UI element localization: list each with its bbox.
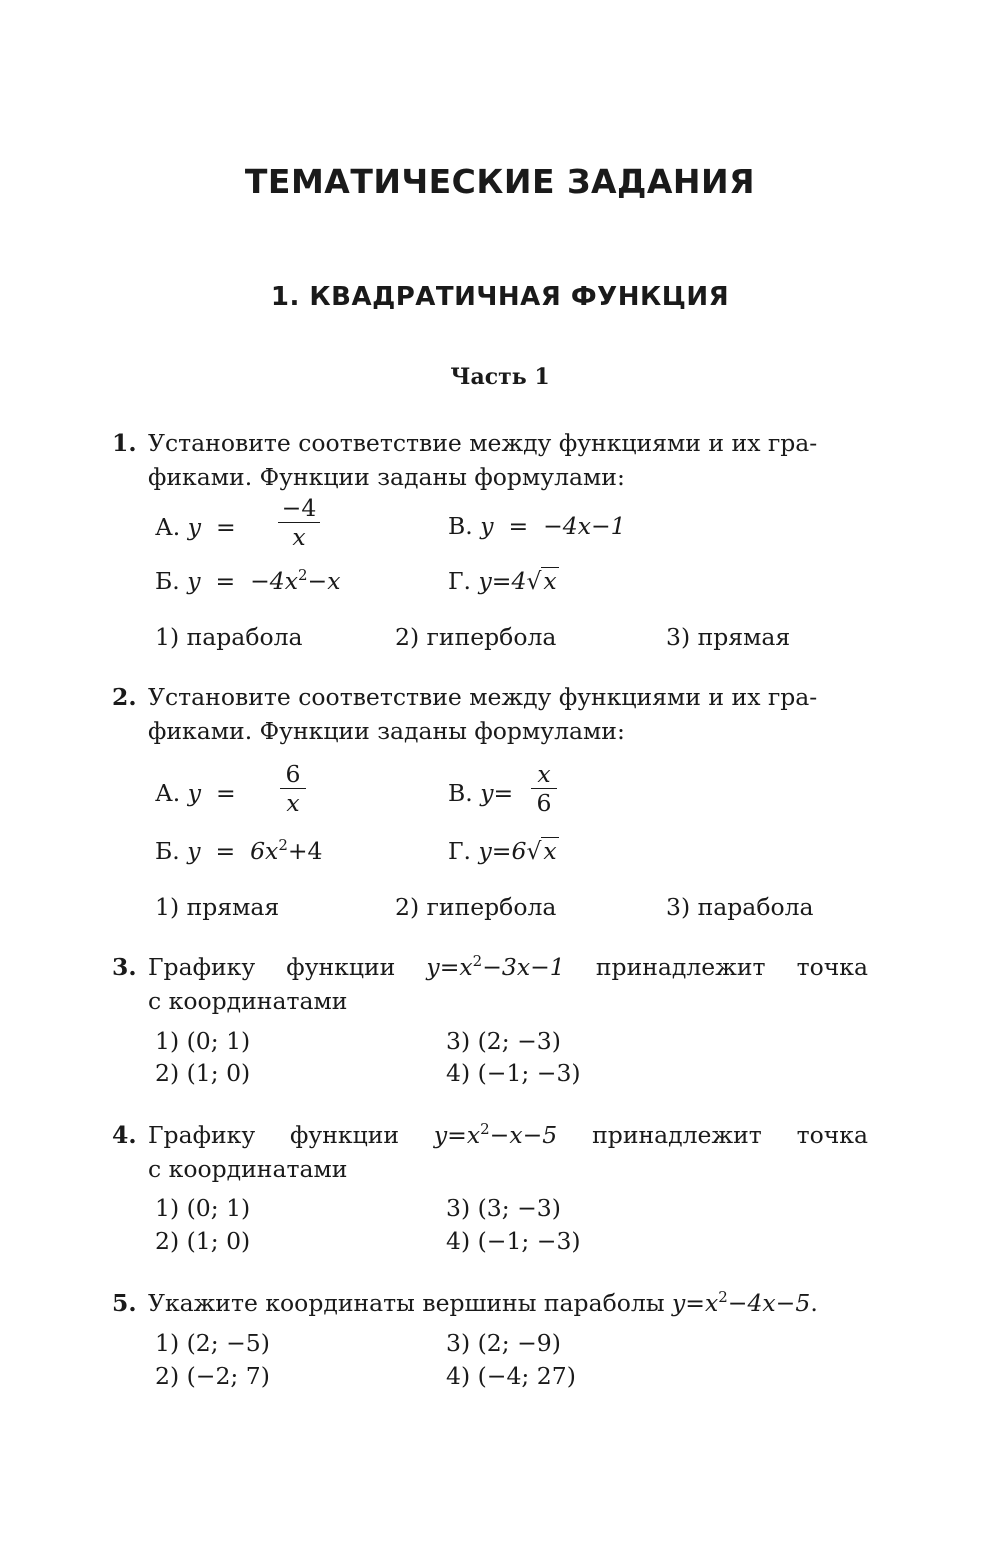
question-number: 2.: [112, 683, 137, 711]
formula-g: Г. y=4√x: [448, 567, 557, 595]
question-number: 1.: [112, 429, 137, 457]
question-text-line: фиками. Функции заданы формулами:: [148, 463, 625, 491]
question-text-line: Установите соответствие между функциями и их гра-: [148, 683, 818, 711]
fraction-v: $\frac{x}{6}$: [531, 760, 557, 817]
section-title: 1. КВАДРАТИЧНАЯ ФУНКЦИЯ: [270, 282, 730, 312]
answer-option: 1) парабола: [155, 623, 303, 651]
formula-v: В. y=: [448, 779, 514, 807]
answer-option: 3) (2; −3): [446, 1027, 561, 1055]
answer-option: 4) (−1; −3): [446, 1059, 581, 1087]
answer-option: 2) гипербола: [395, 623, 557, 651]
answer-option: 1) (0; 1): [155, 1194, 251, 1222]
answer-option: 4) (−1; −3): [446, 1227, 581, 1255]
formula-v: В. y = −4x−1: [448, 512, 626, 540]
fraction-a: $\frac{-4}{x}$: [278, 494, 320, 551]
answer-option: 3) (2; −9): [446, 1329, 561, 1357]
question-text-line: с координатами: [148, 987, 348, 1015]
question-number: 4.: [112, 1121, 137, 1149]
answer-option: 3) прямая: [666, 623, 791, 651]
formula-a: А. y =: [155, 779, 251, 807]
formula-b: Б. $y = 6x^2+4$: [155, 836, 323, 865]
fraction-a: $\frac{6}{x}$: [280, 760, 306, 817]
question-text-line: фиками. Функции заданы формулами:: [148, 717, 625, 745]
answer-option: 1) (0; 1): [155, 1027, 251, 1055]
answer-option: 2) (1; 0): [155, 1059, 251, 1087]
question-text-line: Укажите координаты вершины параболы $y=x^2-4x-5$.: [148, 1288, 818, 1317]
question-text-line: Графику функции $y=x^2-x-5$ принадлежит точка: [148, 1120, 868, 1149]
part-title: Часть 1: [450, 364, 550, 390]
question-text-line: Графику функции $y=x^2-3x-1$ принадлежит точка: [148, 952, 868, 981]
answer-option: 3) (3; −3): [446, 1194, 561, 1222]
answer-option: 2) (−2; 7): [155, 1362, 270, 1390]
formula-b: Б. $y = -4x^2-x$: [155, 566, 341, 595]
page-title: ТЕМАТИЧЕСКИЕ ЗАДАНИЯ: [244, 162, 756, 201]
question-number: 5.: [112, 1289, 137, 1317]
answer-option: 2) гипербола: [395, 893, 557, 921]
answer-option: 1) (2; −5): [155, 1329, 270, 1357]
answer-option: 4) (−4; 27): [446, 1362, 576, 1390]
answer-option: 2) (1; 0): [155, 1227, 251, 1255]
question-number: 3.: [112, 953, 137, 981]
formula-a: А. y =: [155, 513, 251, 541]
answer-option: 1) прямая: [155, 893, 280, 921]
question-text-line: с координатами: [148, 1155, 348, 1183]
question-text-line: Установите соответствие между функциями и их гра-: [148, 429, 818, 457]
answer-option: 3) парабола: [666, 893, 814, 921]
formula-g: Г. y=6√x: [448, 837, 557, 865]
